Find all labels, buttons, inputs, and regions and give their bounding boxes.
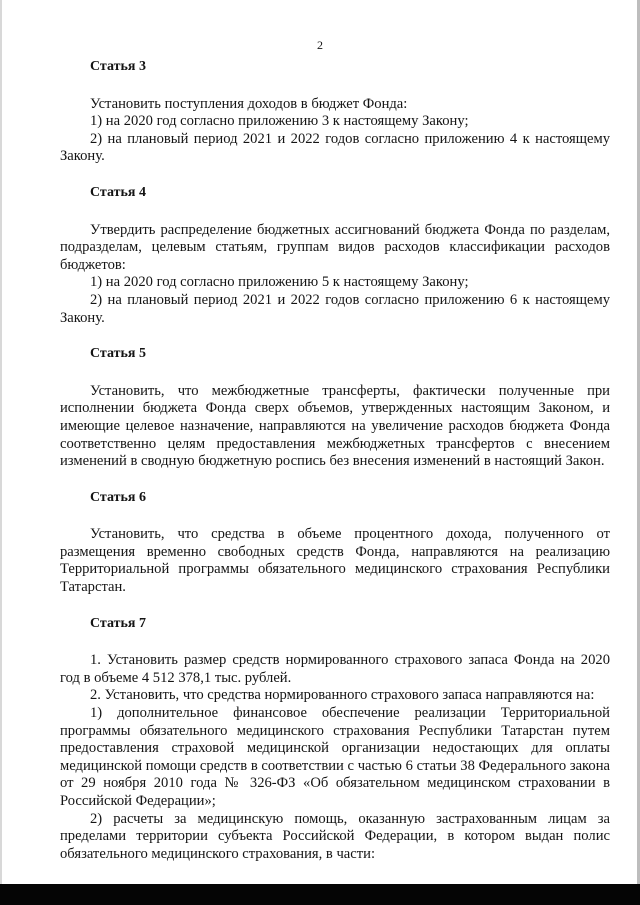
article-3-heading: Статья 3 [90,59,146,74]
article-4-paragraph: Утвердить распределение бюджетных ассигнований бюджета Фонда по разделам, подразделам, целевым статьям, группам видов расходов классификации расходов бюджетов: [60,221,610,273]
article-3-paragraph: 2) на плановый период 2021 и 2022 годов согласно приложению 4 к настоящему Закону. [60,130,610,165]
article-4-paragraph: 1) на 2020 год согласно приложению 5 к настоящему Закону; [90,274,469,291]
article-4-heading: Статья 4 [90,184,146,200]
scan-edge-left [0,0,2,884]
page-number: 2 [317,38,323,52]
document-body [60,58,610,863]
article-7-heading: Статья 7 [90,615,146,631]
scan-border-bottom [0,884,640,905]
article-5-paragraph: Установить, что межбюджетные трансферты, фактически полученные при исполнении бюджета Фонда сверх объемов, утвержденных настоящим Законом, и имеющие целевое назначение, направляются на увеличение расходов бюджета Фонда соответственно целям предоставления межбюджетных трансфертов с внесением изменений в сводную бюджетную роспись без внесения изменений в настоящий Закон. [60,382,610,470]
article-6-heading: Статья 6 [90,489,146,505]
article-7-paragraph: 1) дополнительное финансовое обеспечение реализации Территориальной программы обязательного медицинского страхования Республики Татарстан путем предоставления страховой медицинской организации недостающих для оплаты медицинской помощи средств в соответствии с частью 6 статьи 38 Федерального закона от 29 ноября 2010 года № 326-ФЗ «Об обязательном медицинском страховании в Российской Федерации»; [60,705,610,809]
article-7-paragraph: 2. Установить, что средства нормированного страхового запаса направляются на: [90,687,595,704]
article-4-paragraph: 2) на плановый период 2021 и 2022 годов согласно приложению 6 к настоящему Закону. [60,291,610,326]
article-6-paragraph: Установить, что средства в объеме процентного дохода, полученного от размещения временно свободных средств Фонда, направляются на реализацию Территориальной программы обязательного медицинского страхования Республики Татарстан. [60,526,610,596]
article-5-heading: Статья 5 [90,346,146,362]
article-7-paragraph: 2) расчеты за медицинскую помощь, оказанную застрахованным лицам за пределами территории субъекта Российской Федерации, в котором выдан полис обязательного медицинского страхования, в части: [60,810,610,862]
article-3-paragraph: 1) на 2020 год согласно приложению 3 к настоящему Закону; [90,113,469,130]
article-7-paragraph: 1. Установить размер средств нормированного страхового запаса Фонда на 2020 год в объеме 4 512 378,1 тыс. рублей. [60,652,610,686]
article-3-paragraph: Установить поступления доходов в бюджет Фонда: [90,95,408,112]
